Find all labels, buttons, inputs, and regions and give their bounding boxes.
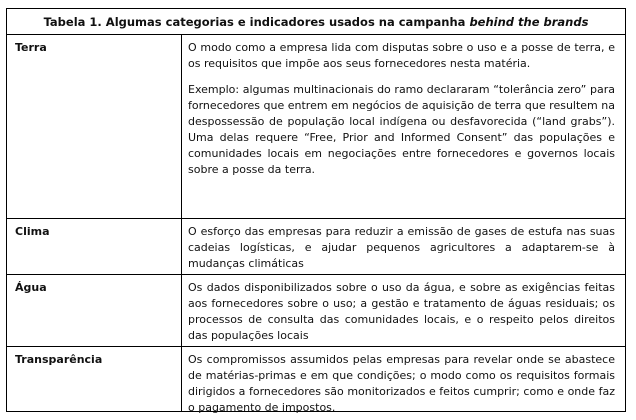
description-text: O esforço das empresas para reduzir a emissão de gases de estufa nas suas cadeias logísticas, e ajudar pequenos agricultores a adaptarem-se à mudanças climáticas: [188, 225, 615, 270]
description-example: Exemplo: algumas multinacionais do ramo declararam “tolerância zero” para fornecedores que entrem em negócios de aquisição de terra que resultem na despossessão de população local indígena ou desfavorecida (“land grabs”). Uma delas requere “Free, Prior and Informed Consent” das populações e comunidades locais em negociações entre fornecedores e governos locais sobre a posse da terra.: [188, 83, 615, 176]
table-caption: [7, 9, 625, 35]
category-description: [188, 40, 615, 178]
category-description: [188, 352, 615, 416]
categories-table: [6, 8, 626, 412]
table-row-clima: [7, 219, 625, 275]
category-description: [188, 224, 615, 272]
category-label: Terra: [15, 41, 47, 54]
description-text: O modo como a empresa lida com disputas sobre o uso e a posse de terra, e os requisitos que impõe aos seus fornecedores nesta matéria.: [188, 41, 615, 70]
category-label: Clima: [15, 225, 50, 238]
table-row-agua: [7, 275, 625, 347]
table-row-transparencia: [7, 347, 625, 413]
caption-text: Tabela 1. Algumas categorias e indicadores usados na campanha: [43, 15, 470, 29]
description-text: Os dados disponibilizados sobre o uso da água, e sobre as exigências feitas aos fornecedores sobre o uso; a gestão e tratamento de águas residuais; os processos de consulta das comunidades locais, e o respeito pelos direitos das populações locais: [188, 281, 615, 342]
description-text: Os compromissos assumidos pelas empresas para revelar onde se abastece de matérias-primas e em que condições; o modo como os requisitos formais dirigidos a fornecedores são monitorizados e feitos cumprir; como e onde faz o pagamento de impostos.: [188, 353, 615, 414]
column-divider: [181, 35, 182, 411]
caption-emphasis: behind the brands: [469, 15, 589, 29]
category-label: Transparência: [15, 353, 103, 366]
category-description: [188, 280, 615, 344]
table-row-terra: [7, 35, 625, 219]
category-label: Água: [15, 281, 47, 294]
